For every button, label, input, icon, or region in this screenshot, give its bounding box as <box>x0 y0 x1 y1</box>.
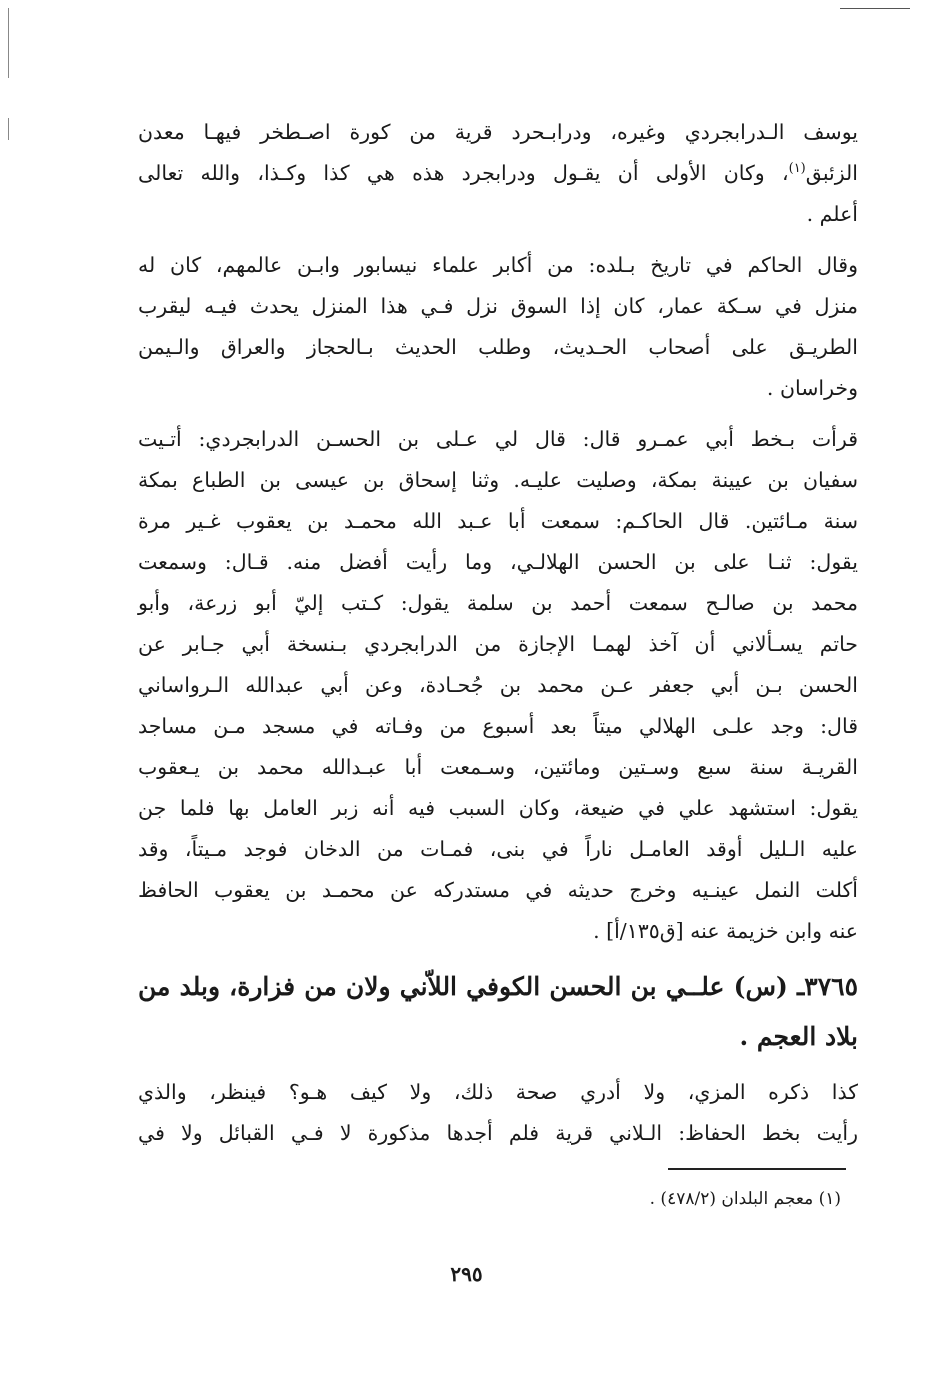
text-line: كذا ذكره المزي، ولا أدري صحة ذلك، ولا كيف هـو؟ فينظر، والذي <box>138 1080 858 1104</box>
text-line: قرأت بـخط أبي عمـرو قال: قال لي عـلى بن الحسـن الدرابجردي: أتـيت <box>138 427 858 451</box>
heading-line: بلاد العجم . <box>739 1022 858 1051</box>
text-fragment: ، وكان الأولى أن يقـول ودرابجرد هذه هي كذا وكـذا، والله تعالى <box>138 161 789 185</box>
paragraph-2 <box>138 245 858 409</box>
text-line: وخراسان . <box>766 376 858 400</box>
text-line: يقول: استشهد علي في ضيعة، وكان السبب فيه أنه زبر العامل بها فلما جن <box>138 796 858 820</box>
text-line: سنة مـائتين. قال الحاكـم: سمعت أبا عـبد الله محمـد بن يعقوب غـير مرة <box>138 509 858 533</box>
heading-line: ٣٧٦٥ـ (س) علــي بن الحسن الكوفي اللاّني ولان من فزارة، وبلد من <box>138 972 858 1001</box>
text-line: وقال الحاكم في تاريخ بـلده: من أكابر علماء نيسابور وابـن عالمهم، كان له <box>138 253 858 277</box>
text-line: عنه وابن خزيمة عنه [ق١٣٥/أ] . <box>593 919 858 943</box>
text-line: سفيان بن عيينة بمكة، وصليت عليـه. وثنا إسحاق بن عيسى بن الطباع بمكة <box>138 468 858 492</box>
page-number: ٢٩٥ <box>450 1262 483 1286</box>
text-line: أكلت النمل عينـيه وخرج حديثه في مستدركه عن محمـد بن يعقوب الحافظ <box>138 878 858 902</box>
entry-heading <box>138 962 858 1062</box>
paragraph-1 <box>138 112 858 235</box>
text-line: منزل في سـكة عمار، كان إذا السوق نزل فـي هذا المنزل يحدث فيـه ليقرب <box>138 294 858 318</box>
text-line: قال: وجد علـى الهلالي ميتاً بعد أسبوع من وفـاته في مسجد مـن مساجد <box>138 714 858 738</box>
text-line <box>138 153 858 194</box>
text-line: محمد بن صالـح سمعت أحمد بن سلمة يقول: كـتب إليّ أبو زرعة، وأبو <box>138 591 858 615</box>
paragraph-4 <box>138 1072 858 1154</box>
page-body <box>138 112 858 1164</box>
footnote-rule <box>668 1168 846 1170</box>
text-line: حاتم يسـألاني أن آخذ لهمـا الإجازة من الدرابجردي بـنسخة أبي جـابر عن <box>138 632 858 656</box>
text-line: يوسف الـدرابجردي وغيره، ودرابـحرد قرية من كورة اصـطخر فيهـا معدن <box>138 120 858 144</box>
text-fragment: الزئبق <box>805 161 858 185</box>
footnote-marker[interactable]: (١) <box>788 161 806 177</box>
footnote: (١) معجم البلدان (٤٧٨/٢) . <box>649 1189 841 1209</box>
text-line: يقول: ثنـا على بن الحسن الهلالـي، وما رأيت أفضل منه. قـال: وسمعت <box>138 550 858 574</box>
margin-mark-small <box>8 118 9 140</box>
margin-mark <box>8 8 9 78</box>
text-line: رأيت بخط الحفاظ: الـلاني قرية فلم أجدها مذكورة لا فـي القبائل ولا في <box>138 1121 858 1145</box>
text-line: الحسن بـن أبي جعفر عـن محمد بن جُحـادة، وعن أبي عبدالله الـرواساني <box>138 673 858 697</box>
text-line: عليه الـليل أوقد العامـل ناراً في بنى، فمـات من الدخان فوجد مـيتاً، وقد <box>138 837 858 861</box>
text-line: أعلم . <box>806 202 858 226</box>
top-rule <box>840 8 910 9</box>
text-line: الطريـق على أصحاب الحـديث، وطلب الحديث بـالحجاز والعراق والـيمن <box>138 335 858 359</box>
text-line: القريـة سنة سبع وسـتين ومائتين، وسـمعت أبا عبـدالله محمد بن يـعقوب <box>138 755 858 779</box>
paragraph-3 <box>138 419 858 952</box>
